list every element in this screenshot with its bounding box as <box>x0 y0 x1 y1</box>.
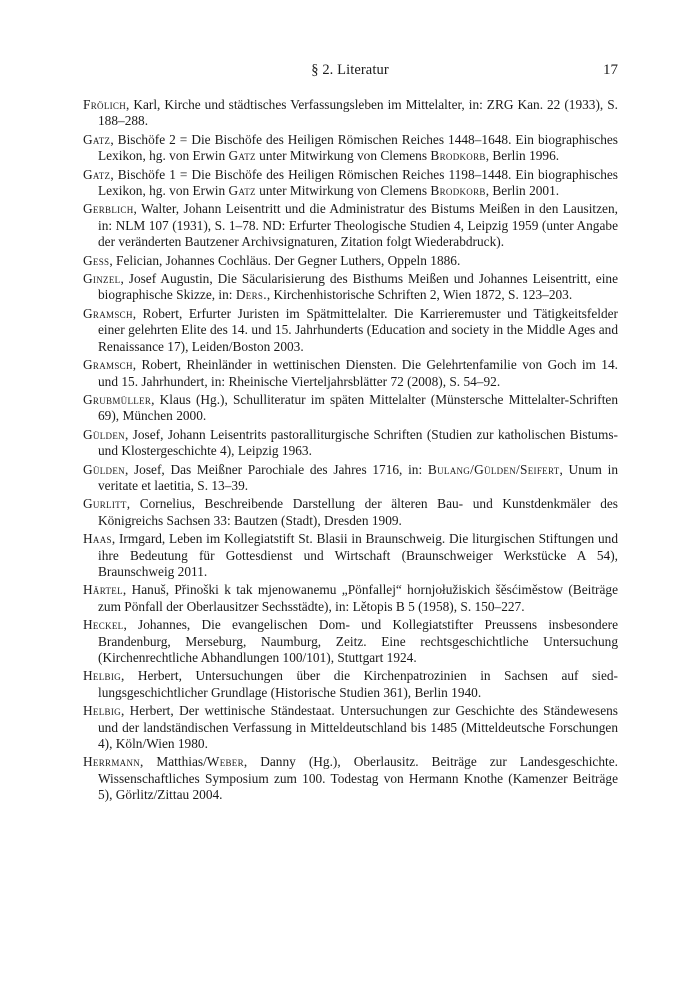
author-name: Weber <box>206 754 244 770</box>
entry-text: , Kirchenhistorische Schriften 2, Wien 1872, S. 123–203. <box>266 287 573 303</box>
entry-text: , Unum in veritate et laetitia, S. 13–39. <box>98 461 618 493</box>
entry-text: , Josef Augustin, Die Säcularisierung des Bisthums Meißen und Johannes Leisentritt, eine biographische Skizze, in: <box>98 271 618 303</box>
bibliography-entry <box>83 392 618 425</box>
entry-text: , Josef, Johann Leisentrits pastoralliturgische Schriften (Studien zur katholischen Bistums- und Klostergeschichte 4), Leipzig 1963. <box>98 426 618 459</box>
bibliography-entry <box>83 306 618 355</box>
entry-text: , Berlin 2001. <box>485 183 560 199</box>
author-name: Brodkorb <box>430 183 486 199</box>
bibliography-entry <box>83 97 618 130</box>
page-header <box>82 62 618 82</box>
author-name: Ginzel <box>83 271 121 287</box>
author-name: Heckel <box>83 617 124 633</box>
bibliography-entry <box>83 201 618 250</box>
page-number: 17 <box>603 62 618 78</box>
entry-text: , Cornelius, Beschreibende Darstellung der älteren Bau- und Kunstdenkmäler des Königreichs Sachsen 33: Bautzen (Stadt), Dresden 1909. <box>98 496 618 528</box>
bibliography-entry <box>83 703 618 752</box>
author-name: Gülden <box>83 426 125 442</box>
author-name: Gerblich <box>83 201 134 217</box>
author-name: Bulang/Gülden/Seifert <box>427 461 560 477</box>
entry-text: , Hanuš, Přinoški k tak mjenowanemu „Pönfallej“ hornjołužiskich šěsćiměstow (Beiträge zum Pönfall der Oberlausitzer Sechsstädte), in: Lětopis B 5 (1958), S. 150–227. <box>98 582 618 614</box>
bibliography-entry <box>83 668 618 701</box>
author-name: Ders. <box>235 287 267 303</box>
bibliography-entry <box>83 754 618 803</box>
bibliography-entry <box>83 271 618 304</box>
bibliography-entry <box>83 582 618 615</box>
bibliography-entry <box>83 357 618 390</box>
bibliography-entry <box>83 253 618 269</box>
author-name: Gurlitt <box>83 496 127 512</box>
author-name: Herrmann <box>83 754 141 770</box>
entry-text: , Bischöfe 2 = Die Bischöfe des Heiligen Römischen Reiches 1448–1648. Ein biographisches Lexikon, hg. von Erwin <box>98 131 618 164</box>
entry-text: unter Mitwirkung von Clemens <box>255 148 431 164</box>
entry-text: , Danny (Hg.), Oberlausitz. Beiträge zur Landesgeschichte. Wissenschaftliches Symposium zum 100. Todestag von Hermann Knothe (Kamenzer Beiträge 5), Görlitz/Zittau 2004. <box>98 754 618 803</box>
author-name: Haas <box>83 531 112 547</box>
entry-text: , Herbert, Der wettinische Ständestaat. Untersuchungen zur Geschichte des Ständewesens und der landständischen Verfassung in Mitteldeutschland bis 1485 (Mitteldeutsche Forschungen 4), Köln/Wien 1980. <box>98 703 618 752</box>
bibliography-entry <box>83 617 618 666</box>
author-name: Gramsch <box>83 357 133 373</box>
bibliography-entry <box>83 132 618 165</box>
entry-text: , Robert, Rheinländer in wettinischen Diensten. Die Gelehrtenfamilie von Goch im 14. und 15. Jahrhundert, in: Rheinische Vierteljahrsblätter 72 (2008), S. 54–92. <box>98 357 618 389</box>
entry-text: , Herbert, Untersuchungen über die Kirchenpatrozinien in Sachsen auf siedlungsgeschichtlicher Grundlage (Historische Studien 361), Berlin 1940. <box>98 668 618 700</box>
entry-text: , Klaus (Hg.), Schulliteratur im späten Mittelalter (Münstersche Mittelalter-Schriften 69), München 2000. <box>98 391 618 424</box>
author-name: Gess <box>83 252 110 268</box>
author-name: Gülden <box>83 461 125 477</box>
bibliography-entry <box>83 167 618 200</box>
entry-text: , Johannes, Die evangelischen Dom- und Kollegiatstifter Preussens insbesondere Brandenburg, Merseburg, Naumburg, Zeitz. Eine rechtsgeschichtliche Untersuchung (Kirchenrechtliche Abhandlungen 100/101), Stuttgart 1924. <box>98 617 618 665</box>
author-name: Härtel <box>83 582 123 598</box>
bibliography-entry <box>83 531 618 580</box>
entry-text: , Robert, Erfurter Juristen im Spätmittelalter. Die Karrieremuster und Tätigkeitsfelder einer gelehrten Elite des 14. und 15. Jahrhunderts (Education and society in the Middle Ages and Renaissance 17), Leiden/Boston 2003. <box>98 305 618 354</box>
author-name: Frölich <box>83 97 127 112</box>
entry-text: , Josef, Das Meißner Parochiale des Jahres 1716, in: <box>124 461 428 477</box>
bibliography-entry <box>83 427 618 460</box>
entry-text: , Walter, Johann Leisentritt und die Administratur des Bistums Meißen in den Lausitzen, in: NLM 107 (1931), S. 1–78. ND: Erfurter Theologische Studien 4, Leipzig 1959 (unter Angabe der veränderten Bautzener Archivsignaturen, Zitation folgt Wiederabdruck). <box>98 201 618 250</box>
entry-text: , Berlin 1996. <box>485 148 560 164</box>
author-name: Brodkorb <box>430 148 486 164</box>
bibliography-entry <box>83 462 618 495</box>
author-name: Gatz <box>83 166 111 182</box>
entry-text: unter Mitwirkung von Clemens <box>255 183 431 199</box>
author-name: Gatz <box>228 148 256 164</box>
author-name: Grubmüller <box>83 391 152 407</box>
entry-text: , Bischöfe 1 = Die Bischöfe des Heiligen Römischen Reiches 1198–1448. Ein biographisches Lexikon, hg. von Erwin <box>98 166 618 199</box>
author-name: Gatz <box>228 183 256 199</box>
running-head: § 2. Literatur <box>311 62 389 78</box>
entry-text: , Felician, Johannes Cochläus. Der Gegner Luthers, Oppeln 1886. <box>109 252 461 268</box>
author-name: Gramsch <box>83 305 133 321</box>
entry-text: , Irmgard, Leben im Kollegiatstift St. Blasii in Braunschweig. Die liturgischen Stiftungen und ihre Bedeutung für Gottesdienst und Wirtschaft (Braunschweiger Werkstücke A 54), Braunschweig 2011. <box>98 531 618 579</box>
bibliography-list <box>83 97 618 806</box>
author-name: Helbig <box>83 668 121 684</box>
entry-text: , Matthias/ <box>140 754 207 770</box>
bibliography-entry <box>83 496 618 529</box>
entry-text: , Karl, Kirche und städtisches Verfassungsleben im Mittelalter, in: ZRG Kan. 22 (1933), S. 188–288. <box>98 97 618 129</box>
author-name: Helbig <box>83 703 121 719</box>
author-name: Gatz <box>83 131 111 147</box>
